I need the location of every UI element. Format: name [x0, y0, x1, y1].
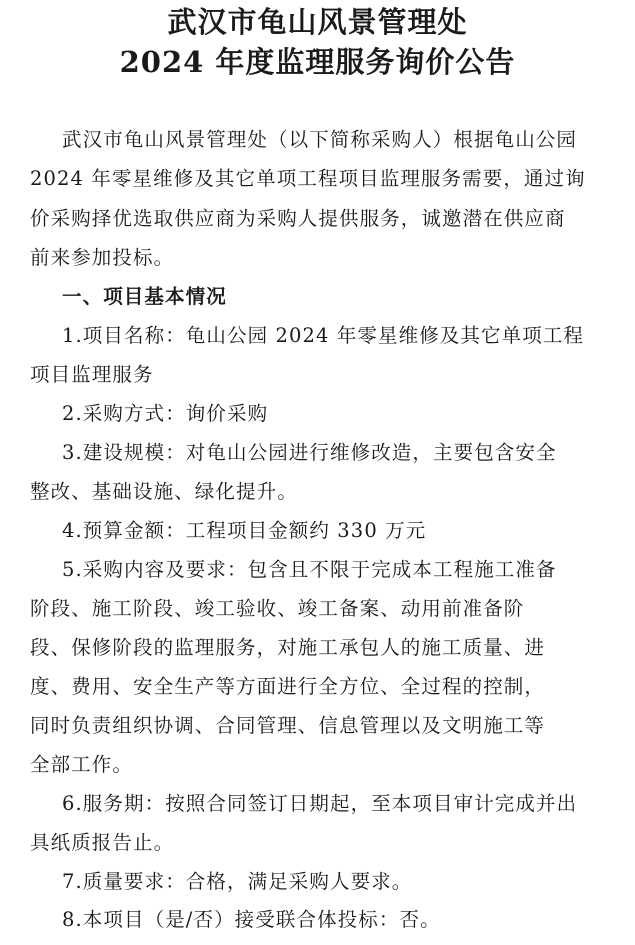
item-4: 4.预算金额：工程项目金额约 330 万元 — [62, 519, 427, 542]
section-heading: 一、项目基本情况 — [62, 285, 227, 308]
intro-line-2: 2024 年零星维修及其它单项工程项目监理服务需要，通过询 — [30, 167, 586, 190]
item-3-line-1: 3.建设规模：对龟山公园进行维修改造，主要包含安全 — [62, 441, 557, 464]
item-5-line-1: 5.采购内容及要求：包含且不限于完成本工程施工准备 — [62, 558, 557, 581]
item-6-line-1: 6.服务期：按照合同签订日期起，至本项目审计完成并出 — [62, 792, 578, 815]
item-7: 7.质量要求：合格，满足采购人要求。 — [62, 870, 413, 893]
item-6-line-2: 具纸质报告止。 — [30, 831, 175, 854]
item-3-line-2: 整改、基础设施、绿化提升。 — [30, 480, 298, 503]
document-title-line-1: 武汉市龟山风景管理处 — [167, 5, 468, 39]
intro-line-1: 武汉市龟山风景管理处（以下简称采购人）根据龟山公园 — [62, 128, 578, 151]
intro-line-4: 前来参加投标。 — [30, 246, 175, 269]
item-5-line-2: 阶段、施工阶段、竣工验收、竣工备案、动用前准备阶 — [30, 597, 525, 620]
item-5-line-4: 度、费用、安全生产等方面进行全方位、全过程的控制， — [30, 675, 546, 698]
item-2: 2.采购方式：询价采购 — [62, 402, 269, 425]
item-8: 8.本项目（是/否）接受联合体投标：否。 — [62, 908, 441, 931]
item-5-line-5: 同时负责组织协调、合同管理、信息管理以及文明施工等 — [30, 714, 546, 737]
item-1-line-1: 1.项目名称：龟山公园 2024 年零星维修及其它单项工程 — [62, 324, 585, 347]
item-5-line-3: 段、保修阶段的监理服务，对施工承包人的施工质量、进 — [30, 636, 546, 659]
document-title-line-2: 2024 年度监理服务询价公告 — [119, 45, 516, 79]
intro-line-3: 价采购择优选取供应商为采购人提供服务，诚邀潜在供应商 — [30, 207, 566, 230]
item-5-line-6: 全部工作。 — [30, 753, 134, 776]
item-1-line-2: 项目监理服务 — [30, 363, 154, 386]
